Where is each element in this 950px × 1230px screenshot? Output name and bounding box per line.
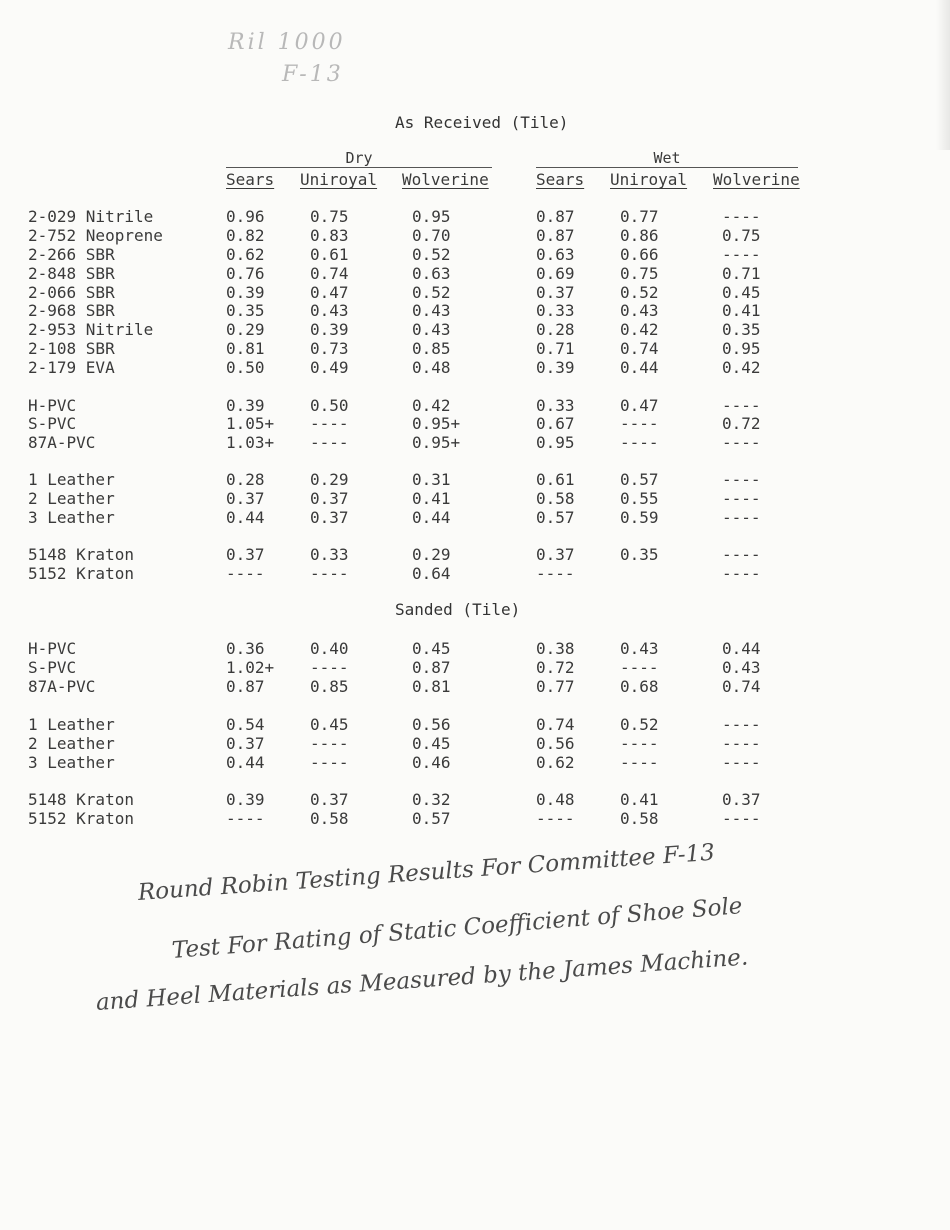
value-cell: 0.45: [310, 715, 349, 734]
table-row: [0, 639, 950, 658]
value-cell: 0.75: [722, 226, 761, 245]
value-cell: ----: [722, 396, 761, 415]
value-cell: ----: [310, 658, 349, 677]
value-cell: ----: [226, 564, 265, 583]
value-cell: 0.58: [310, 809, 349, 828]
material-label: 87A-PVC: [28, 677, 96, 696]
value-cell: 0.56: [412, 715, 451, 734]
value-cell: ----: [722, 245, 761, 264]
value-cell: 0.71: [536, 339, 575, 358]
value-cell: 0.61: [536, 470, 575, 489]
value-cell: 0.31: [412, 470, 451, 489]
value-cell: 0.44: [412, 508, 451, 527]
value-cell: ----: [536, 809, 575, 828]
value-cell: ----: [722, 753, 761, 772]
material-label: 2 Leather: [28, 489, 115, 508]
value-cell: 0.96: [226, 207, 265, 226]
value-cell: 0.74: [536, 715, 575, 734]
value-cell: 0.54: [226, 715, 265, 734]
value-cell: 0.74: [722, 677, 761, 696]
value-cell: 0.37: [226, 489, 265, 508]
value-cell: 0.69: [536, 264, 575, 283]
value-cell: ----: [620, 734, 659, 753]
value-cell: ----: [310, 734, 349, 753]
table-row: [0, 753, 950, 772]
value-cell: ----: [620, 753, 659, 772]
value-cell: 0.62: [226, 245, 265, 264]
value-cell: ----: [310, 753, 349, 772]
value-cell: 0.29: [226, 320, 265, 339]
col-header-dry-sears: Sears: [226, 170, 275, 189]
value-cell: 0.68: [620, 677, 659, 696]
value-cell: 0.44: [722, 639, 761, 658]
value-cell: 0.73: [310, 339, 349, 358]
value-cell: 0.33: [536, 301, 575, 320]
value-cell: 0.49: [310, 358, 349, 377]
value-cell: 0.52: [620, 715, 659, 734]
corner-note-line2: F-13: [282, 62, 344, 87]
table-row: [0, 320, 950, 339]
table-row: [0, 396, 950, 415]
table-row: [0, 809, 950, 828]
material-label: H-PVC: [28, 639, 77, 658]
value-cell: 0.59: [620, 508, 659, 527]
value-cell: ----: [722, 470, 761, 489]
material-label: 5148 Kraton: [28, 545, 134, 564]
value-cell: 0.67: [536, 414, 575, 433]
value-cell: 0.44: [620, 358, 659, 377]
value-cell: 0.75: [620, 264, 659, 283]
value-cell: 0.81: [226, 339, 265, 358]
value-cell: 0.33: [310, 545, 349, 564]
material-label: 2-752 Neoprene: [28, 226, 163, 245]
table-row: [0, 283, 950, 302]
table-row: [0, 790, 950, 809]
value-cell: 0.74: [310, 264, 349, 283]
value-cell: 0.74: [620, 339, 659, 358]
value-cell: 0.58: [620, 809, 659, 828]
group-rule-dry: [226, 167, 492, 168]
value-cell: 0.39: [226, 283, 265, 302]
value-cell: 0.57: [536, 508, 575, 527]
value-cell: 0.52: [620, 283, 659, 302]
value-cell: 0.45: [412, 734, 451, 753]
value-cell: 0.39: [226, 396, 265, 415]
value-cell: 0.33: [536, 396, 575, 415]
value-cell: 0.64: [412, 564, 451, 583]
table-row: [0, 433, 950, 452]
table-row: [0, 358, 950, 377]
value-cell: 0.39: [536, 358, 575, 377]
value-cell: 0.57: [620, 470, 659, 489]
value-cell: 0.38: [536, 639, 575, 658]
value-cell: 0.45: [722, 283, 761, 302]
value-cell: 0.75: [310, 207, 349, 226]
table-row: [0, 339, 950, 358]
material-label: 1 Leather: [28, 715, 115, 734]
value-cell: 0.50: [226, 358, 265, 377]
handwritten-note-line2: Test For Rating of Static Coefficient of Shoe Sole: [170, 893, 744, 964]
value-cell: 0.37: [226, 545, 265, 564]
value-cell: 0.32: [412, 790, 451, 809]
value-cell: 0.85: [412, 339, 451, 358]
value-cell: 0.42: [722, 358, 761, 377]
value-cell: ----: [310, 414, 349, 433]
value-cell: 0.37: [722, 790, 761, 809]
group-header-dry: Dry: [345, 149, 373, 167]
material-label: 2-029 Nitrile: [28, 207, 154, 226]
material-label: 5148 Kraton: [28, 790, 134, 809]
material-label: 5152 Kraton: [28, 564, 134, 583]
material-label: 2-953 Nitrile: [28, 320, 154, 339]
table-row: [0, 734, 950, 753]
value-cell: 0.43: [722, 658, 761, 677]
value-cell: 0.52: [412, 283, 451, 302]
value-cell: 0.42: [412, 396, 451, 415]
value-cell: 0.29: [412, 545, 451, 564]
value-cell: 0.52: [412, 245, 451, 264]
value-cell: ----: [620, 658, 659, 677]
value-cell: 0.95: [536, 433, 575, 452]
value-cell: 0.35: [226, 301, 265, 320]
value-cell: 0.63: [536, 245, 575, 264]
value-cell: 0.43: [620, 639, 659, 658]
table-row: [0, 545, 950, 564]
value-cell: 0.63: [412, 264, 451, 283]
value-cell: ----: [722, 489, 761, 508]
material-label: 2-266 SBR: [28, 245, 115, 264]
value-cell: 0.72: [722, 414, 761, 433]
table-row: [0, 715, 950, 734]
value-cell: ----: [722, 734, 761, 753]
value-cell: 0.44: [226, 753, 265, 772]
value-cell: 0.29: [310, 470, 349, 489]
value-cell: ----: [722, 433, 761, 452]
value-cell: 0.85: [310, 677, 349, 696]
material-label: 2-066 SBR: [28, 283, 115, 302]
value-cell: 0.82: [226, 226, 265, 245]
value-cell: 0.43: [412, 320, 451, 339]
table-row: [0, 677, 950, 696]
value-cell: 0.36: [226, 639, 265, 658]
material-label: 2 Leather: [28, 734, 115, 753]
value-cell: 0.87: [536, 207, 575, 226]
value-cell: ----: [620, 414, 659, 433]
value-cell: 0.87: [226, 677, 265, 696]
value-cell: 0.87: [412, 658, 451, 677]
material-label: 3 Leather: [28, 753, 115, 772]
value-cell: 0.55: [620, 489, 659, 508]
value-cell: 0.48: [412, 358, 451, 377]
col-header-wet-wolverine: Wolverine: [713, 170, 800, 189]
table-row: [0, 226, 950, 245]
table-row: [0, 207, 950, 226]
value-cell: 0.76: [226, 264, 265, 283]
value-cell: 0.77: [620, 207, 659, 226]
value-cell: 0.50: [310, 396, 349, 415]
value-cell: 0.43: [412, 301, 451, 320]
material-label: 5152 Kraton: [28, 809, 134, 828]
value-cell: 0.42: [620, 320, 659, 339]
value-cell: 0.61: [310, 245, 349, 264]
table-row: [0, 489, 950, 508]
value-cell: ----: [722, 508, 761, 527]
value-cell: 0.57: [412, 809, 451, 828]
value-cell: 0.70: [412, 226, 451, 245]
handwritten-note-line3: and Heel Materials as Measured by the James Machine.: [95, 944, 749, 1016]
value-cell: 1.02+: [226, 658, 275, 677]
value-cell: 0.28: [226, 470, 265, 489]
value-cell: 0.86: [620, 226, 659, 245]
value-cell: 0.35: [722, 320, 761, 339]
value-cell: 0.46: [412, 753, 451, 772]
value-cell: 0.56: [536, 734, 575, 753]
col-header-dry-uniroyal: Uniroyal: [300, 170, 378, 189]
page-edge-shadow: [936, 0, 950, 150]
table-row: [0, 508, 950, 527]
value-cell: ----: [722, 564, 761, 583]
value-cell: 0.62: [536, 753, 575, 772]
value-cell: 0.39: [310, 320, 349, 339]
value-cell: ----: [722, 809, 761, 828]
value-cell: 0.39: [226, 790, 265, 809]
group-header-wet: Wet: [653, 149, 681, 167]
value-cell: 1.03+: [226, 433, 275, 452]
value-cell: ----: [722, 207, 761, 226]
material-label: H-PVC: [28, 396, 77, 415]
value-cell: 1.05+: [226, 414, 275, 433]
value-cell: 0.58: [536, 489, 575, 508]
value-cell: ----: [722, 545, 761, 564]
value-cell: 0.81: [412, 677, 451, 696]
material-label: 87A-PVC: [28, 433, 96, 452]
table-row: [0, 564, 950, 583]
value-cell: 0.28: [536, 320, 575, 339]
value-cell: 0.77: [536, 677, 575, 696]
value-cell: 0.95: [722, 339, 761, 358]
material-label: 1 Leather: [28, 470, 115, 489]
material-label: S-PVC: [28, 414, 77, 433]
value-cell: 0.45: [412, 639, 451, 658]
section-title-sanded: Sanded (Tile): [395, 600, 521, 619]
material-label: 2-179 EVA: [28, 358, 115, 377]
material-label: 2-968 SBR: [28, 301, 115, 320]
value-cell: 0.83: [310, 226, 349, 245]
col-header-wet-uniroyal: Uniroyal: [610, 170, 688, 189]
group-rule-wet: [536, 167, 798, 168]
value-cell: 0.72: [536, 658, 575, 677]
value-cell: 0.41: [722, 301, 761, 320]
value-cell: 0.95: [412, 207, 451, 226]
table-row: [0, 470, 950, 489]
value-cell: 0.37: [310, 508, 349, 527]
value-cell: 0.37: [536, 545, 575, 564]
value-cell: ----: [620, 433, 659, 452]
value-cell: 0.48: [536, 790, 575, 809]
value-cell: 0.47: [310, 283, 349, 302]
material-label: 2-848 SBR: [28, 264, 115, 283]
value-cell: 0.41: [620, 790, 659, 809]
value-cell: 0.37: [536, 283, 575, 302]
value-cell: 0.95+: [412, 433, 461, 452]
value-cell: 0.35: [620, 545, 659, 564]
value-cell: 0.66: [620, 245, 659, 264]
value-cell: 0.41: [412, 489, 451, 508]
table-row: [0, 264, 950, 283]
value-cell: 0.95+: [412, 414, 461, 433]
value-cell: 0.37: [310, 489, 349, 508]
value-cell: 0.44: [226, 508, 265, 527]
material-label: S-PVC: [28, 658, 77, 677]
section-title-as-received: As Received (Tile): [395, 113, 569, 132]
table-row: [0, 658, 950, 677]
value-cell: 0.43: [620, 301, 659, 320]
value-cell: 0.87: [536, 226, 575, 245]
value-cell: ----: [536, 564, 575, 583]
value-cell: 0.47: [620, 396, 659, 415]
handwritten-note-line1: Round Robin Testing Results For Committee F-13: [137, 839, 716, 906]
value-cell: ----: [310, 433, 349, 452]
value-cell: 0.37: [226, 734, 265, 753]
value-cell: 0.71: [722, 264, 761, 283]
col-header-dry-wolverine: Wolverine: [402, 170, 489, 189]
material-label: 2-108 SBR: [28, 339, 115, 358]
material-label: 3 Leather: [28, 508, 115, 527]
corner-note-line1: Ril 1000: [228, 30, 346, 55]
value-cell: 0.40: [310, 639, 349, 658]
value-cell: ----: [226, 809, 265, 828]
value-cell: 0.43: [310, 301, 349, 320]
col-header-wet-sears: Sears: [536, 170, 585, 189]
table-row: [0, 301, 950, 320]
table-row: [0, 414, 950, 433]
value-cell: ----: [310, 564, 349, 583]
value-cell: 0.37: [310, 790, 349, 809]
value-cell: ----: [722, 715, 761, 734]
table-row: [0, 245, 950, 264]
